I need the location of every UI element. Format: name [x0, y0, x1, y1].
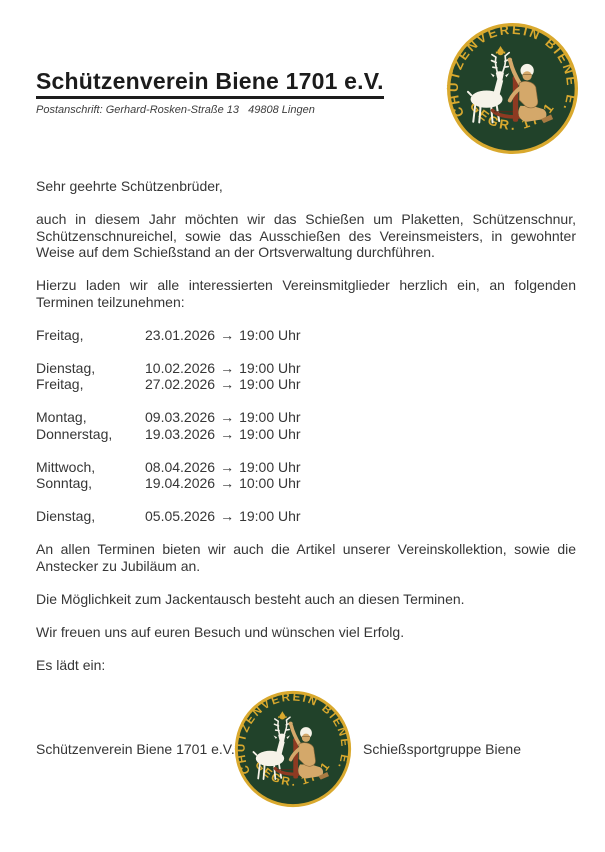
- schedule-day: Freitag,: [36, 376, 84, 392]
- schedule-time: 19:00 Uhr: [239, 425, 301, 442]
- articles-paragraph: An allen Terminen bieten wir auch die Artikel unserer Vereinskollektion, sowie die Anstecker zu Jubiläum an.: [36, 541, 576, 574]
- schedule-date: 05.05.2026: [145, 508, 216, 524]
- schedule-row: [36, 360, 576, 377]
- postal-address: Postanschrift: Gerhard-Rosken-Straße 13 49808 Lingen: [36, 104, 315, 116]
- schedule-datetime: [145, 360, 301, 377]
- schedule-time: 19:00 Uhr: [239, 326, 301, 343]
- schedule-datetime: [145, 376, 301, 393]
- schedule-datetime: [145, 459, 301, 476]
- schedule-date: 19.04.2026: [145, 475, 216, 491]
- intro-paragraph: auch in diesem Jahr möchten wir das Schießen um Plaketten, Schützenschnur, Schützenschnureichel, sowie das Ausschießen des Vereinsmeisters, in gewohnter Weise auf dem Schießstand an der Ortsverwaltung durchführen.: [36, 211, 576, 260]
- schedule-group: [36, 360, 576, 393]
- schedule-row: [36, 426, 576, 443]
- arrow-icon: →: [220, 326, 235, 343]
- arrow-icon: →: [220, 475, 235, 491]
- schedule-group: [36, 409, 576, 442]
- schedule-date: 23.01.2026: [145, 326, 216, 343]
- schedule-day: Freitag,: [36, 326, 84, 343]
- schedule-row: [36, 475, 576, 492]
- schedule-row: [36, 327, 576, 344]
- schedule-date: 09.03.2026: [145, 409, 216, 425]
- schedule-day: Donnerstag,: [36, 425, 113, 442]
- page-title: [36, 60, 384, 99]
- signature-club-name: Schützenverein Biene 1701 e.V.: [36, 740, 235, 757]
- schedule-row: [36, 459, 576, 476]
- schedule-date: 27.02.2026: [145, 376, 216, 392]
- schedule-group: [36, 327, 576, 344]
- letter-body: [36, 178, 576, 808]
- schedule-date: 08.04.2026: [145, 458, 216, 475]
- schedule-datetime: [145, 475, 301, 492]
- letterhead: [36, 60, 384, 116]
- schedule-day: Dienstag,: [36, 508, 96, 524]
- schedule-day: Mittwoch,: [36, 458, 96, 475]
- schedule-group: [36, 508, 576, 525]
- schedule-day: Montag,: [36, 409, 87, 425]
- greeting: Sehr geehrte Schützenbrüder,: [36, 178, 223, 194]
- schedule-list: [36, 327, 576, 525]
- schedule-date: 10.02.2026: [145, 359, 216, 376]
- schedule-row: [36, 508, 576, 525]
- jacket-paragraph: Die Möglichkeit zum Jackentausch besteht auch an diesen Terminen.: [36, 590, 465, 607]
- schedule-time: 10:00 Uhr: [239, 475, 301, 491]
- schedule-time: 19:00 Uhr: [239, 508, 301, 524]
- schedule-time: 19:00 Uhr: [239, 458, 301, 475]
- signature-row: [36, 690, 576, 808]
- schedule-time: 19:00 Uhr: [239, 359, 301, 376]
- signature-group-name: Schießsportgruppe Biene: [363, 740, 521, 757]
- arrow-icon: →: [220, 508, 235, 524]
- schedule-datetime: [145, 508, 301, 525]
- schedule-row: [36, 376, 576, 393]
- schedule-time: 19:00 Uhr: [239, 409, 301, 425]
- schedule-day: Dienstag,: [36, 359, 96, 376]
- schedule-datetime: [145, 426, 301, 443]
- arrow-icon: →: [220, 458, 235, 475]
- schedule-date: 19.03.2026: [145, 425, 216, 442]
- schedule-datetime: [145, 327, 301, 344]
- schedule-group: [36, 459, 576, 492]
- invitation-paragraph: Hierzu laden wir alle interessierten Vereinsmitglieder herzlich ein, an folgenden Terminen teilzunehmen:: [36, 277, 576, 310]
- schedule-time: 19:00 Uhr: [239, 376, 301, 392]
- arrow-icon: →: [220, 359, 235, 376]
- arrow-icon: →: [220, 409, 235, 425]
- schedule-row: [36, 409, 576, 426]
- arrow-icon: →: [220, 425, 235, 442]
- club-logo-icon: [446, 22, 579, 155]
- schedule-day: Sonntag,: [36, 475, 93, 491]
- closing-paragraph: Wir freuen uns auf euren Besuch und wünschen viel Erfolg.: [36, 623, 405, 640]
- schedule-datetime: [145, 409, 301, 426]
- invite-by-line: Es lädt ein:: [36, 656, 106, 673]
- club-logo-icon-bottom: [234, 690, 352, 808]
- club-name-title: Schützenverein Biene 1701 e.V.: [36, 68, 384, 99]
- arrow-icon: →: [220, 376, 235, 392]
